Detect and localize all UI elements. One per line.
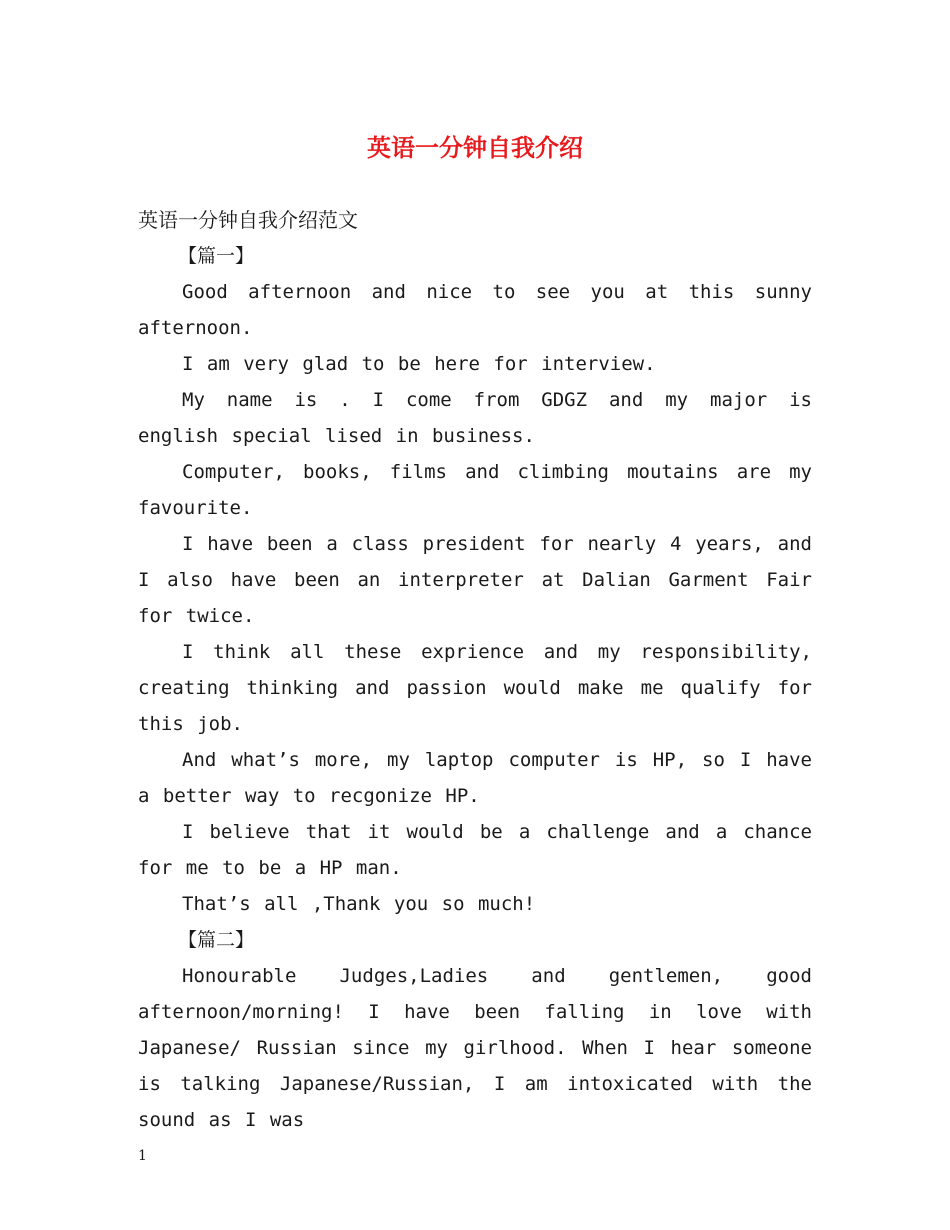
paragraph: Good afternoon and nice to see you at this sunny afternoon.	[138, 281, 812, 339]
page-number: 1	[138, 1148, 147, 1164]
paragraph: That’s all ,Thank you so much!	[182, 893, 536, 915]
paragraph: And what’s more, my laptop computer is HP, so I have a better way to recgonize HP.	[138, 749, 812, 807]
document-body	[138, 202, 812, 1138]
paragraph: Honourable Judges,Ladies and gentlemen, good afternoon/morning! I have been falling in love with Japanese/ Russian since my girlhood. When I hear someone is talking Japanese/Russian, I am intoxicated with the sound as I was	[138, 965, 812, 1131]
paragraph: I am very glad to be here for interview.	[182, 353, 656, 375]
document-title: 英语一分钟自我介绍	[367, 133, 583, 162]
paragraph: My name is . I come from GDGZ and my major is english special lised in business.	[138, 389, 812, 447]
document-subtitle: 英语一分钟自我介绍范文	[138, 208, 358, 232]
paragraph: I think all these exprience and my responsibility, creating thinking and passion would make me qualify for this job.	[138, 641, 812, 735]
paragraph: I have been a class president for nearly 4 years, and I also have been an interpreter at Dalian Garment Fair for twice.	[138, 533, 812, 627]
section-heading-1: 【篇一】	[178, 245, 255, 267]
paragraph: I believe that it would be a challenge and a chance for me to be a HP man.	[138, 821, 812, 879]
paragraph: Computer, books, films and climbing moutains are my favourite.	[138, 461, 812, 519]
section-heading-2: 【篇二】	[178, 929, 255, 951]
